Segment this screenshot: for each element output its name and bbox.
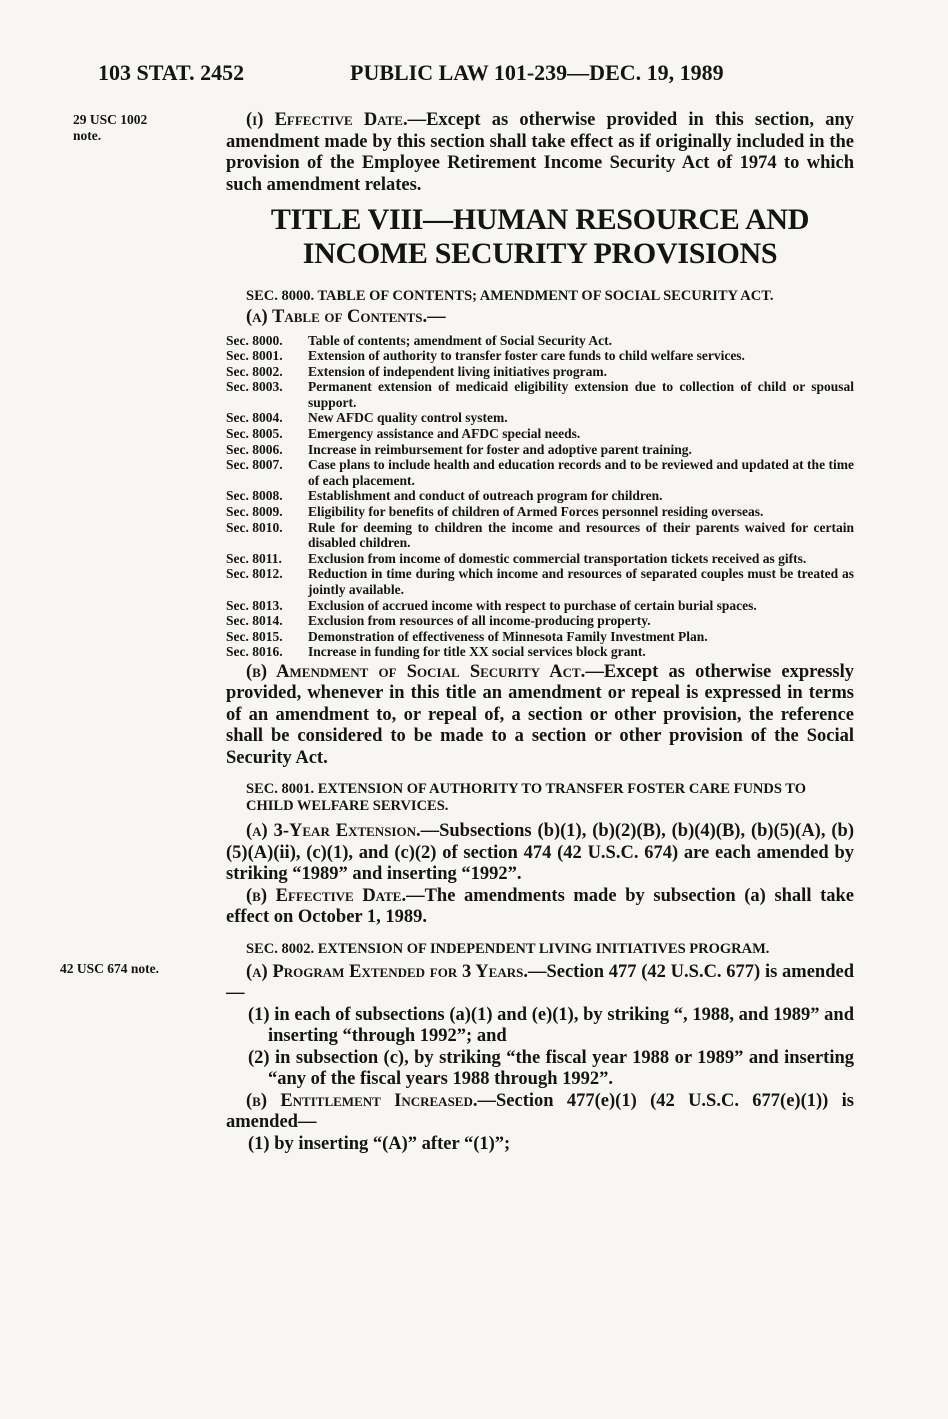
toc-section-title: Reduction in time during which income and resources of separated couples must be treated as jointly available. <box>308 566 854 597</box>
toc-entry <box>226 457 854 488</box>
paragraph-text: —Section 477(e)(1) (42 U.S.C. 677(e)(1)) is amended— <box>226 1090 854 1133</box>
toc-entry <box>226 364 854 380</box>
toc-entry <box>226 598 854 614</box>
section-heading: SEC. 8001. EXTENSION OF AUTHORITY TO TRANSFER FOSTER CARE FUNDS TO CHILD WELFARE SERVICES. <box>246 781 806 815</box>
toc-entry <box>226 333 854 349</box>
paragraph-label: (i) Effective Date. <box>246 110 408 130</box>
paragraph-label: (a) Program Extended for 3 Years. <box>246 961 528 982</box>
toc-section-title: Extension of independent living initiatives program. <box>308 363 608 379</box>
paragraph-text: —Section 477 (42 U.S.C. 677) is amended— <box>226 961 854 1004</box>
subsection-b-paragraph <box>226 662 854 770</box>
toc-section-title: Establishment and conduct of outreach program for children. <box>308 488 663 504</box>
subsection-paragraph <box>226 821 854 886</box>
toc-section-number: Sec. 8016. <box>226 644 283 660</box>
subsection-paragraph <box>226 886 854 929</box>
toc-entry <box>226 442 854 458</box>
toc-entry <box>226 488 854 504</box>
clause-paragraph: (1) in each of subsections (a)(1) and (e)(1), by striking “, 1988, and 1989” and inserting “through 1992”; and <box>248 1004 854 1047</box>
toc-section-title: New AFDC quality control system. <box>308 410 508 426</box>
toc-section-title: Exclusion from income of domestic commercial transportation tickets received as gifts. <box>308 550 807 566</box>
toc-section-title: Demonstration of effectiveness of Minnesota Family Investment Plan. <box>308 628 708 644</box>
toc-section-title: Permanent extension of medicaid eligibility extension due to collection of child or spousal support. <box>308 379 854 410</box>
paragraph-label: (a) 3-Year Extension. <box>246 821 421 842</box>
paragraph-label: (b) Effective Date. <box>246 885 407 906</box>
paragraph-text: —Except as otherwise expressly provided, whenever in this title an amendment or repeal is expressed in terms of an amendment to, or repeal of, a section or other provision, the reference shall be considered to be made to a section or other provision of the Social Security Act. <box>226 661 854 768</box>
section-heading: SEC. 8002. EXTENSION OF INDEPENDENT LIVING INITIATIVES PROGRAM. <box>246 940 770 957</box>
toc-section-number: Sec. 8011. <box>226 550 282 566</box>
public-law-citation: PUBLIC LAW 101-239—DEC. 19, 1989 <box>350 60 724 85</box>
effective-date-paragraph <box>226 110 854 196</box>
title-line: INCOME SECURITY PROVISIONS <box>302 237 778 270</box>
paragraph-label: (b) Amendment of Social Security Act. <box>246 661 586 682</box>
title-heading <box>226 203 854 271</box>
subsection-paragraph <box>226 962 854 1005</box>
toc-entry <box>226 629 854 645</box>
section-8000 <box>226 288 854 1155</box>
toc-section-number: Sec. 8014. <box>226 613 283 629</box>
toc-entry <box>226 348 854 364</box>
toc-section-number: Sec. 8010. <box>226 519 283 535</box>
toc-section-title: Exclusion from resources of all income-producing property. <box>308 613 651 629</box>
toc-section-title: Eligibility for benefits of children of Armed Forces personnel residing overseas. <box>308 504 764 520</box>
page-header <box>98 60 858 90</box>
toc-section-title: Table of contents; amendment of Social Security Act. <box>308 332 612 348</box>
stat-page-number: 103 STAT. 2452 <box>98 60 245 85</box>
clause-paragraph: (2) in subsection (c), by striking “the fiscal year 1988 or 1989” and inserting “any of the fiscal years 1988 through 1992”. <box>248 1047 854 1090</box>
margin-note-29-usc-1002 <box>73 112 213 144</box>
toc-entry <box>226 410 854 426</box>
toc-section-number: Sec. 8012. <box>226 566 283 582</box>
subsection-paragraph <box>226 1091 854 1134</box>
toc-section-number: Sec. 8004. <box>226 410 283 426</box>
toc-section-number: Sec. 8013. <box>226 597 283 613</box>
toc-section-number: Sec. 8006. <box>226 441 283 457</box>
subsection-a-heading: (a) Table of Contents.— <box>246 307 446 327</box>
toc-entry <box>226 520 854 551</box>
table-of-contents <box>226 333 854 660</box>
toc-entry <box>226 551 854 567</box>
section-heading: SEC. 8000. TABLE OF CONTENTS; AMENDMENT OF SOCIAL SECURITY ACT. <box>246 288 774 304</box>
toc-section-number: Sec. 8009. <box>226 504 283 520</box>
paragraph-text: —The amendments made by subsection (a) shall take effect on October 1, 1989. <box>226 885 854 928</box>
toc-section-number: Sec. 8001. <box>226 348 283 364</box>
margin-note-42-usc-674: 42 USC 674 note. <box>60 961 160 976</box>
toc-section-number: Sec. 8002. <box>226 363 283 379</box>
toc-section-title: Increase in funding for title XX social services block grant. <box>308 644 646 660</box>
toc-section-number: Sec. 8008. <box>226 488 283 504</box>
toc-entry <box>226 426 854 442</box>
margin-note-line: note. <box>73 128 102 143</box>
toc-entry <box>226 504 854 520</box>
clause-paragraph: (1) by inserting “(A)” after “(1)”; <box>248 1133 511 1154</box>
toc-section-number: Sec. 8000. <box>226 332 283 348</box>
title-line: TITLE VIII—HUMAN RESOURCE AND <box>270 203 810 236</box>
toc-entry <box>226 644 854 660</box>
toc-section-number: Sec. 8005. <box>226 426 283 442</box>
paragraph-text: —Subsections (b)(1), (b)(2)(B), (b)(4)(B), (b)(5)(A), (b)(5)(A)(ii), (c)(1), and (c)(2) of section 474 (42 U.S.C. 674) are each amended by striking “1989” and inserting “1992”. <box>226 821 854 885</box>
toc-section-title: Extension of authority to transfer foster care funds to child welfare services. <box>308 348 745 364</box>
toc-section-title: Exclusion of accrued income with respect to purchase of certain burial spaces. <box>308 597 757 613</box>
toc-entry <box>226 566 854 597</box>
paragraph-label: (b) Entitlement Increased. <box>246 1090 478 1111</box>
toc-entry <box>226 613 854 629</box>
toc-entry <box>226 379 854 410</box>
toc-section-title: Increase in reimbursement for foster and adoptive parent training. <box>308 441 692 457</box>
toc-section-title: Case plans to include health and education records and to be reviewed and updated at the time of each placement. <box>308 457 854 488</box>
margin-note-line: 29 USC 1002 <box>73 112 148 127</box>
paragraph-text: —Except as otherwise provided in this section, any amendment made by this section shall take effect as if originally included in the provision of the Employee Retirement Income Security Act of 1974 to which such amendment relates. <box>226 110 854 195</box>
toc-section-number: Sec. 8003. <box>226 379 283 395</box>
toc-section-number: Sec. 8007. <box>226 457 283 473</box>
effective-date-section <box>226 110 854 196</box>
toc-section-number: Sec. 8015. <box>226 628 283 644</box>
toc-section-title: Emergency assistance and AFDC special needs. <box>308 426 581 442</box>
toc-section-title: Rule for deeming to children the income and resources of their parents waived for certain disabled children. <box>308 519 854 551</box>
